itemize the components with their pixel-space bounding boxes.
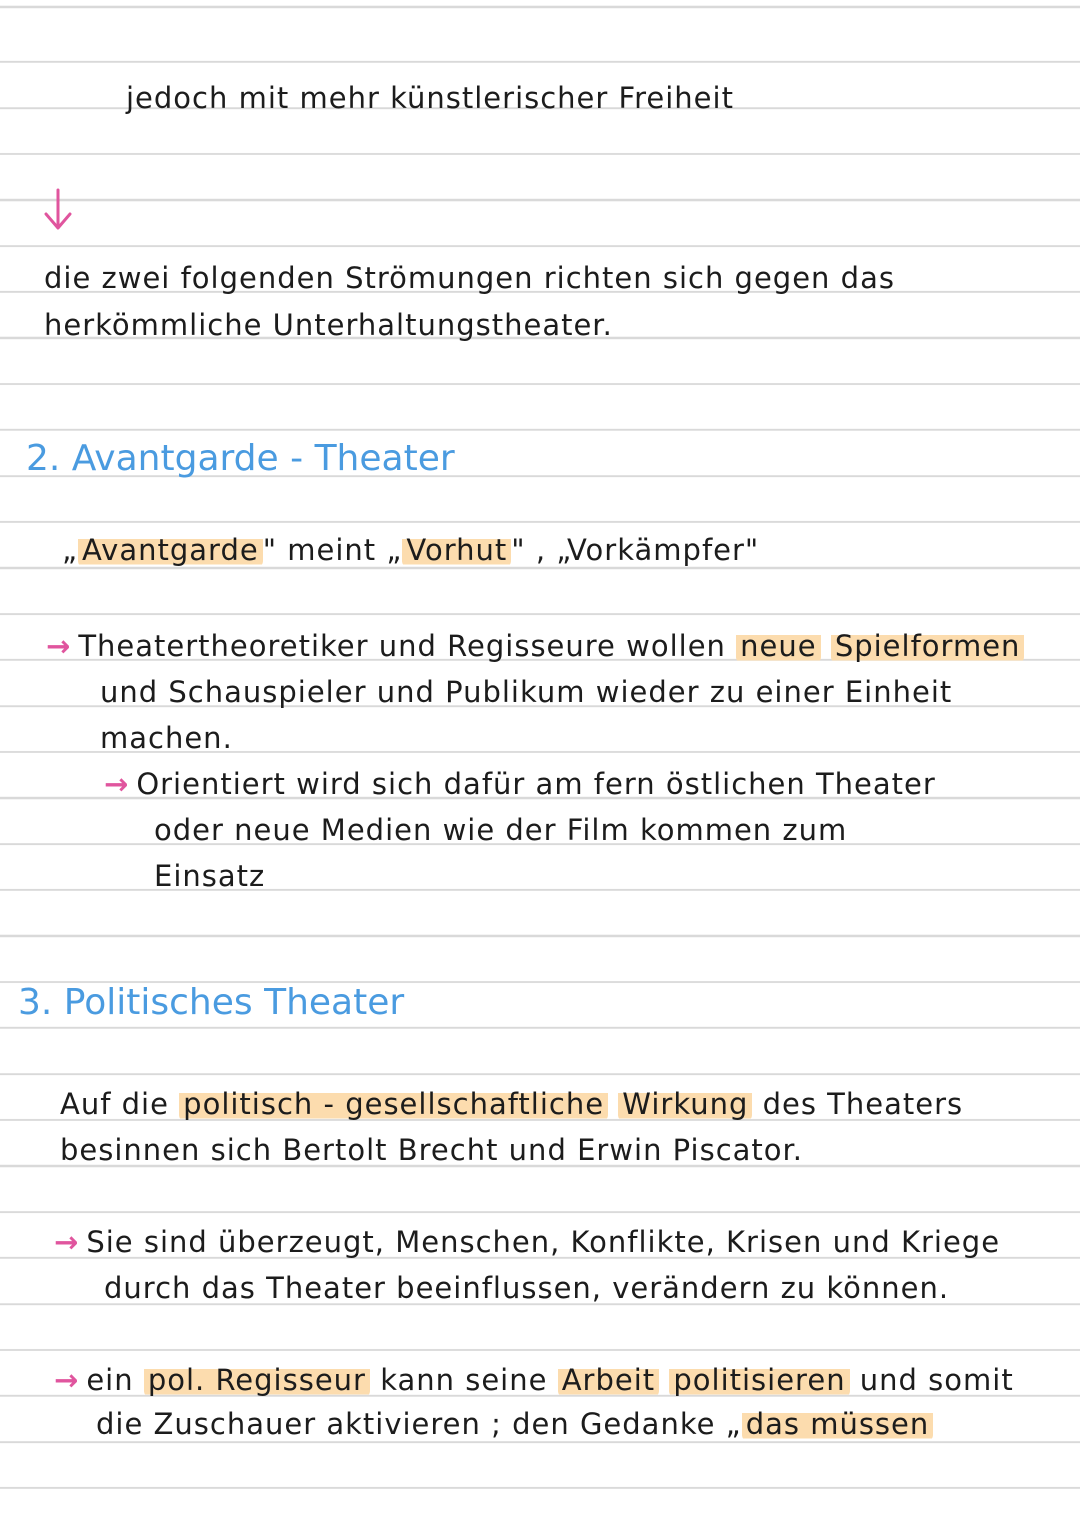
section-2-heading: 2. Avantgarde - Theater xyxy=(26,438,455,479)
political-point-1-line-2: durch das Theater beeinflussen, verändern zu können. xyxy=(104,1271,950,1305)
subpoint-text: Orientiert wird sich dafür am fern östlichen Theater xyxy=(136,767,936,801)
avantgarde-subpoint-line-2: oder neue Medien wie der Film kommen zum xyxy=(154,813,848,847)
paragraph-text-end: des Theaters xyxy=(762,1087,964,1121)
political-point-1 xyxy=(54,1222,1000,1262)
point-text: die Zuschauer aktivieren ; den Gedanke „ xyxy=(96,1407,742,1441)
political-point-2-line-2 xyxy=(96,1404,933,1444)
highlight-politisieren: politisieren xyxy=(669,1363,849,1397)
down-arrow-icon xyxy=(40,186,76,234)
highlight-wirkung: Wirkung xyxy=(618,1087,752,1121)
right-arrow-icon: → xyxy=(54,1225,79,1259)
highlight-neue: neue xyxy=(736,629,820,663)
point-text: Theatertheoretiker und Regisseure wollen xyxy=(78,629,726,663)
avantgarde-point-1-line-3: machen. xyxy=(100,721,233,755)
avantgarde-point-1-line-2: und Schauspieler und Publikum wieder zu einer Einheit xyxy=(100,675,953,709)
intro-line-2: die zwei folgenden Strömungen richten sich gegen das xyxy=(44,261,895,295)
point-text: ein xyxy=(86,1363,134,1397)
avantgarde-point-1 xyxy=(46,626,1024,666)
right-arrow-icon: → xyxy=(54,1363,79,1397)
avantgarde-subpoint xyxy=(104,764,936,804)
highlight-politisch-gesellschaftliche: politisch - gesellschaftliche xyxy=(179,1087,608,1121)
highlight-avantgarde: Avantgarde xyxy=(78,533,263,567)
definition-text-end: " , „Vorkämpfer" xyxy=(511,533,760,567)
paragraph-text: Auf die xyxy=(60,1087,169,1121)
quote-open: „ xyxy=(62,533,79,567)
highlight-pol-regisseur: pol. Regisseur xyxy=(144,1363,370,1397)
highlight-das-muessen: das müssen xyxy=(742,1407,934,1441)
political-paragraph-line-2: besinnen sich Bertolt Brecht und Erwin Piscator. xyxy=(60,1133,804,1167)
avantgarde-subpoint-line-3: Einsatz xyxy=(154,859,266,893)
highlight-spielformen: Spielformen xyxy=(831,629,1025,663)
right-arrow-icon: → xyxy=(104,767,129,801)
intro-line-3: herkömmliche Unterhaltungstheater. xyxy=(44,308,613,342)
definition-text: " meint „ xyxy=(262,533,403,567)
right-arrow-icon: → xyxy=(46,629,71,663)
point-text-end: und somit xyxy=(859,1363,1014,1397)
political-point-2 xyxy=(54,1360,1014,1400)
avantgarde-definition xyxy=(62,530,759,570)
highlight-vorhut: Vorhut xyxy=(402,533,511,567)
section-3-heading: 3. Politisches Theater xyxy=(18,982,405,1023)
point-text: Sie sind überzeugt, Menschen, Konflikte, Krisen und Kriege xyxy=(86,1225,1001,1259)
highlight-arbeit: Arbeit xyxy=(558,1363,659,1397)
intro-line-1: jedoch mit mehr künstlerischer Freiheit xyxy=(126,81,734,115)
political-paragraph-line-1 xyxy=(60,1084,963,1124)
point-text-mid: kann seine xyxy=(380,1363,548,1397)
